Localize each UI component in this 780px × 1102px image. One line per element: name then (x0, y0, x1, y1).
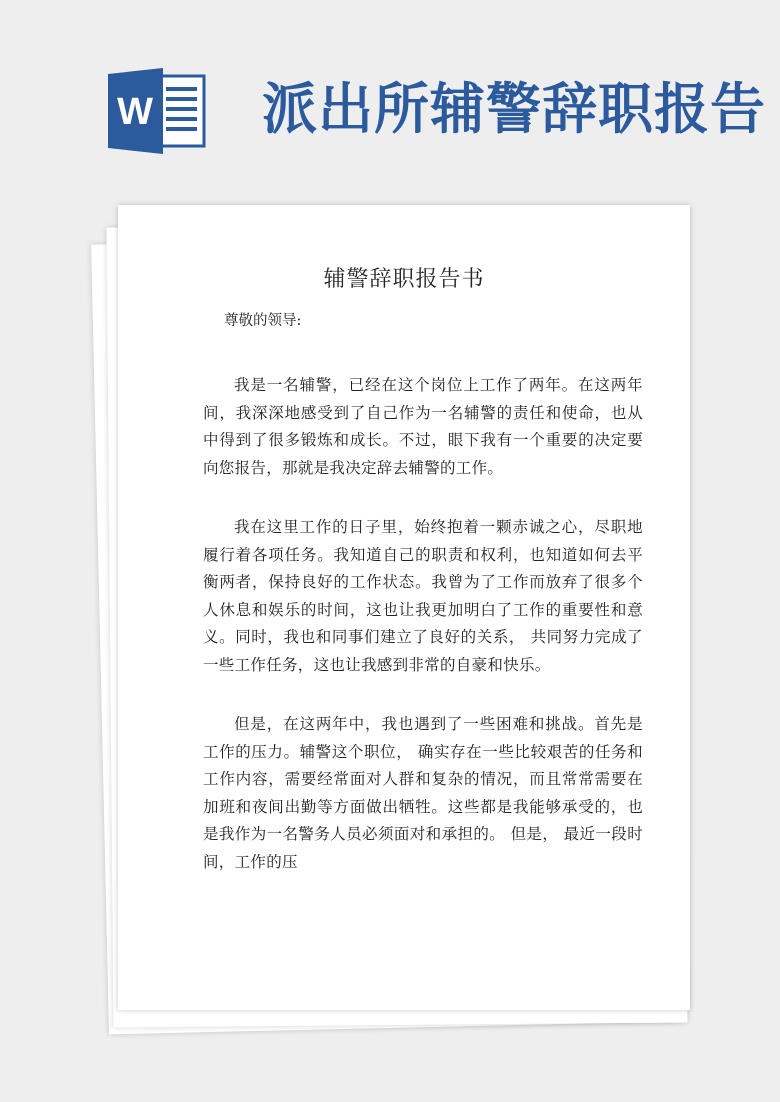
document-heading: 派出所辅警辞职报告 (262, 77, 767, 141)
page-header (0, 0, 780, 180)
salutation: 尊敬的领导: (224, 313, 302, 329)
paragraph-3: 但是，在这两年中，我也遇到了一些困难和挑战。首先是工作的压力。辅警这个职位， 确实存在一些比较艰苦的任务和工作内容，需要经常面对人群和复杂的情况，而且常常需要在加班和夜间出勤等方面做出牺牲。这些都是我能够承受的，也是我作为一名警务人员必须面对和承担的。 但是， 最近一段时间，工作的压 (203, 715, 643, 871)
letter-title: 辅警辞职报告书 (323, 267, 485, 292)
word-document-icon (108, 68, 208, 154)
paragraph-2: 我在这里工作的日子里，始终抱着一颗赤诚之心，尽职地履行着各项任务。我知道自己的职责和权利，也知道如何去平衡两者，保持良好的工作状态。我曾为了工作而放弃了很多个人休息和娱乐的时间，这也让我更加明白了工作的重要性和意义。同时，我也和同事们建立了良好的关系， 共同努力完成了一些工作任务，这也让我感到非常的自豪和快乐。 (203, 518, 643, 674)
word-logo-letter: W (117, 91, 153, 133)
paragraph-1: 我是一名辅警，已经在这个岗位上工作了两年。在这两年间，我深深地感受到了自己作为一名辅警的责任和使命，也从中得到了很多锻炼和成长。不过，眼下我有一个重要的决定要向您报告，那就是我决定辞去辅警的工作。 (203, 376, 643, 477)
document-page (118, 205, 690, 1010)
